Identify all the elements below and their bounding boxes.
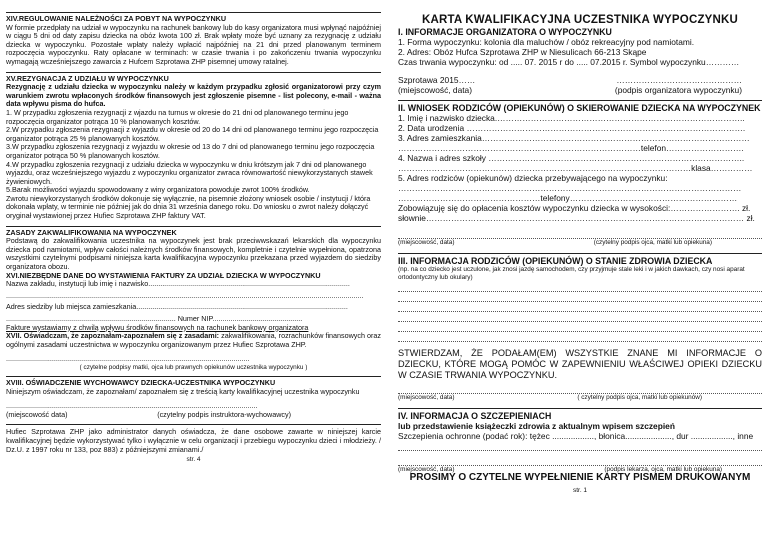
signature-line[interactable] bbox=[398, 229, 762, 239]
signature-line[interactable] bbox=[398, 456, 762, 466]
section-xiv-title: XIV.REGULOWANIE NALEŻNOŚCI ZA POBYT NA WYPOCZYNKU bbox=[6, 14, 227, 23]
parents-signature-label: ( czytelne podpisy matki, ojca lub prawnych opiekunów uczestnika wypoczynku ) bbox=[79, 363, 308, 371]
page-title: KARTA KWALIFIKACYJNA UCZESTNIKA WYPOCZYNKU bbox=[421, 14, 739, 26]
section-iii-sign-labels bbox=[398, 394, 762, 402]
vaccinations-line[interactable] bbox=[398, 441, 762, 451]
health-line[interactable] bbox=[398, 292, 762, 302]
divider bbox=[6, 424, 381, 425]
parents-phone-field[interactable]: ……………………………………………telefony…………………………………………………… bbox=[398, 193, 738, 203]
payment-amount-field[interactable]: Zobowiązuję się do opłacenia kosztów wypoczynku dziecka w wysokości:……………………. zł. bbox=[398, 203, 751, 213]
parents-signature-line[interactable]: .......................................................................................................................... bbox=[6, 355, 250, 364]
instructor-place-date-label: (miejscowość data) bbox=[6, 409, 68, 419]
section-xv-item: 4.W przypadku zgłoszenia rezygnacji z udziału dziecka w wypoczynku w dniu krótszym jak 7 dni od planowanego wyjazdu, oraz wcześniejszego wyjazdu z wypoczynku organizator zwraca równowartość niewykorzystanych stawek żywieniowych. bbox=[6, 159, 373, 186]
section-xv-item: Zwrotu niewykorzystanych środków dokonuje się wyłącznie, na pisemnie złożony wniosek osobie / instytucji / która dokonała wpłaty, w terminie nie później jak do dnia 31 września danego roku. Do wniosku o zwrot należy dołączyć oryginał wystawionej przez Hufiec Szprotawa ZHP faktury VAT. bbox=[6, 193, 371, 221]
section-xviii-title: XVIII. OŚWIADCZENIE WYCHOWAWCY DZIECKA-UCZESTNIKA WYPOCZYNKU bbox=[6, 377, 276, 387]
section-qualify-text: Podstawą do zakwalifikowania uczestnika na wypoczynek jest brak przeciwwskazań lekarskich dla wypoczynku dziecka pod namiotami, wpływ całości należnych środków finansowych, kompletnie i czytelnie wypełniona, opatrzona wszystkimi czytelnymi podpisami niniejsza karta kwalifikacyjna wypoczynku przekazana przed wyjazdem do siedziby organizatora obozu. bbox=[6, 236, 381, 272]
organizer-sign-labels bbox=[398, 85, 762, 95]
divider bbox=[398, 408, 762, 409]
section-i-line[interactable]: Czas trwania wypoczynku: od ..... 07. 2015 r do ..... 07.2015 r. Symbol wypoczynku………… bbox=[398, 57, 740, 67]
section-i-line: 1. Forma wypoczynku: kolonia dla maluchów / obóz rekreacyjny pod namiotami. bbox=[398, 37, 695, 47]
instructor-signature-line[interactable]: .............................................................................................................................. bbox=[6, 402, 258, 411]
invoice-name-field-2[interactable]: ................................................................................................................................................................................... bbox=[6, 291, 364, 300]
page-number: str. 4 bbox=[186, 456, 201, 464]
section-xv-title: XV.REZYGNACJA Z UDZIAŁU W WYPOCZYNKU bbox=[6, 73, 169, 83]
organizer-signature-label: (podpis organizatora wypoczynku) bbox=[614, 85, 742, 95]
section-i-title: I. INFORMACJE ORGANIZATORA O WYPOCZYNKU bbox=[398, 27, 612, 37]
section-iii-note: (np. na co dziecko jest uczulone, jak znosi jazdę samochodem, czy przyjmuje stale leki i w jakich dawkach, czy nosi aparat ortodontyczny lub okulary) bbox=[398, 266, 745, 281]
section-ii-sign-labels bbox=[398, 239, 762, 247]
section-xv-item: 5.Barak możliwości wyjazdu spowodowany z winy organizatora powoduje zwrot 100% środków. bbox=[6, 185, 310, 195]
instructor-signature-label: (czytelny podpis instruktora-wychowawcy) bbox=[157, 409, 291, 419]
divider bbox=[6, 226, 381, 227]
section-xv-bold-text: Rezygnację z udziału dziecka w wypoczynku należy w każdym przypadku zgłosić organizatorowi przy czym warunkiem zwrotu wpłaconych środków finansowych jest zgłoszenie pisemne - list polecony, e-mail - ważna data wpływu pisma do hufca. bbox=[6, 82, 381, 109]
data-protection-text: Hufiec Szprotawa ZHP jako administrator danych oświadcza, że dane osobowe zawarte w niniejszej karcie kwalifikacyjnej będzie wykorzystywać tylko i wyłącznie w celu organizacji i przebiegu wypoczynku dzieci i młodzieży. / Dz.U. z 1997 roku nr 133, poz 883) z późniejszymi zmianami./ bbox=[6, 427, 381, 454]
organizer-place-label: (miejscowość, data) bbox=[398, 85, 473, 95]
section-i-line: 2. Adres: Obóz Hufca Szprotawa ZHP w Niesulicach 66-213 Skąpe bbox=[398, 47, 647, 57]
place-date-label: (miejscowość, data) bbox=[398, 239, 455, 246]
parents-address-label: 5. Adres rodziców (opiekunów) dziecka przebywającego na wypoczynku: bbox=[398, 173, 668, 183]
health-line[interactable] bbox=[398, 332, 762, 342]
child-name-field[interactable]: 1. Imię i nazwisko dziecka.…………………………………………………………………………….. bbox=[398, 113, 745, 123]
doctor-signature-label: (podpis lekarza, ojca, matki lub opiekuna) bbox=[604, 466, 722, 474]
place-date-label: (miejscowość, data) bbox=[398, 394, 455, 402]
health-statement: STWIERDZAM, ŻE PODAŁAM(EM) WSZYSTKIE ZNANE MI INFORMACJE O DZIECKU, KTÓRE MOGĄ POMÓC W ZAPEWNIENIU WŁAŚCIWEJ OPIEKI DZIECKU W CZASIE TRWANIA WYPOCZYNKU. bbox=[398, 348, 762, 380]
section-xvii-body: zakwalifikowania, rozrachunków finansowych oraz ogólnymi zasadami uczestnictwa w wypoczynku organizowanym przez Hufiec Szprotawa ZHP. bbox=[6, 331, 382, 349]
health-line[interactable] bbox=[398, 312, 762, 322]
divider bbox=[6, 12, 381, 13]
section-qualify-title: ZASADY ZAKWALIFIKOWANIA NA WYPOCZYNEK bbox=[6, 227, 177, 237]
health-line[interactable] bbox=[398, 302, 762, 312]
divider bbox=[6, 72, 381, 73]
invoice-address-field[interactable]: Adres siedziby lub miejsca zamieszkania.......................................................................................................... bbox=[6, 303, 348, 312]
page-number: str. 1 bbox=[572, 486, 588, 494]
divider bbox=[398, 100, 762, 101]
health-line[interactable] bbox=[398, 282, 762, 292]
payment-words-field[interactable]: słownie…………………………………………………………………………………………………… zł. bbox=[398, 213, 755, 223]
section-xvi-title: XVI.NIEZBĘDNE DANE DO WYSTAWIENIA FAKTURY ZA UDZIAŁ DZIECKA W WYPOCZYNKU bbox=[6, 270, 321, 280]
vaccinations-field[interactable]: Szczepienia ochronne (podać rok): tężec .................., błonica...................., dur .................., inne bbox=[398, 431, 754, 442]
section-iv-subtitle: lub przedstawienie książeczki zdrowia z aktualnym wpisem szczepień bbox=[398, 421, 675, 432]
section-xv-item: 3.W przypadku zgłoszenia rezygnacji z wyjazdu w okresie od 13 do 7 dni od planowanego terminu jego rozpoczęcia organizator potrąca 50 % planowanych kosztów. bbox=[6, 142, 375, 160]
organizer-sign-row bbox=[398, 75, 762, 85]
school-field[interactable]: 4. Nazwa i adres szkoły ……………………………………………………………………………….. bbox=[398, 153, 745, 163]
address-field[interactable]: 3. Adres zamieszkania…………………………………………………………………………………… bbox=[398, 133, 750, 143]
class-field[interactable]: ……………………………………………………………………………………………klasa…………… bbox=[398, 163, 753, 173]
invoice-note: Fakture wystawiamy z chwilą wpływu środków finansowych na rachunek bankowy organizatora bbox=[6, 322, 309, 332]
right-page bbox=[398, 8, 762, 496]
place-date-label: (miejscowość, data) bbox=[398, 466, 455, 474]
health-line[interactable] bbox=[398, 322, 762, 332]
phone-field[interactable]: ……………………………………………………………………………telefon………………………. bbox=[398, 143, 744, 153]
signature-line[interactable] bbox=[398, 384, 762, 394]
section-xviii-text: Niniejszym oświadczam, że zapoznałam/ zapoznałem się z treścią karty kwalifikacyjnej uczestnika wypoczynku bbox=[6, 386, 360, 396]
instructor-signature-labels bbox=[6, 411, 381, 420]
section-xvii-title: XVII. Oświadczam, że zapoznałam-zapoznałem się z zasadami: bbox=[6, 331, 220, 341]
section-xv-item: 1. W przypadku zgłoszenia rezygnacji z wjazdu na turnus w okresie do 21 dni od planowanego terminu jego rozpoczęcia organizator potrąca 10 % planowanych kosztów. bbox=[6, 107, 349, 126]
section-xiv-text: W formie przedpłaty na udział w wypoczynku na rachunek bankowy lub do kasy organizatora musi wpłynąć najpóźniej w ciągu 5 dni od daty zapisu dziecka na obóz kwota 100 zł. Brak wpłaty może być uznany za rezygnację z udziału dziecka w wypoczynku. Pozostałe wpłaty należy wpłacić najpóźniej na 21 dni przed planowanym terminem rozpoczęcia wypoczynku. Raty opłacane w terminach: w czasie trwania i po zakończeniu trwania wypoczynku wymagają wcześniejszego zawarcia z Hufcem Szprotawa ZHP pisemnej umowy ratalnej. bbox=[6, 22, 381, 66]
divider bbox=[6, 376, 381, 377]
parent-signature-label: ( czytelny podpis ojca, matki lub opiekunów) bbox=[577, 394, 702, 402]
parents-address-field[interactable]: …………………………………………………………………………………………………………… bbox=[398, 183, 742, 193]
left-page bbox=[6, 8, 381, 465]
invoice-name-field[interactable]: Nazwa zakładu, instytucji lub imię i nazwisko..................................................................................................... bbox=[6, 280, 350, 289]
parent-signature-label: (czytelny podpis ojca, matki lub opiekuna) bbox=[593, 239, 712, 246]
organizer-signature-field[interactable]: ……………………………………… bbox=[616, 75, 742, 85]
birth-date-field[interactable]: 2. Data urodzenia ………………………………………………………………………………………. bbox=[398, 123, 746, 133]
footer-note: PROSIMY O CZYTELNE WYPEŁNIENIE KARTY PISMEM DRUKOWANYM bbox=[409, 472, 751, 484]
organizer-place-field[interactable]: Szprotawa 2015…… bbox=[398, 75, 476, 85]
section-xv-item: 2.W przypadku zgłoszenia rezygnacji z wyjazdu w okresie od 20 do 14 dni od planowanego terminu jego rozpoczęcia organizator potrąca 25 % planowanych kosztów. bbox=[6, 125, 379, 143]
invoice-nip-field[interactable]: ..................................................................................... Numer NIP............................................. bbox=[6, 315, 303, 323]
section-ii-title: II. WNIOSEK RODZICÓW (OPIEKUNÓW) O SKIEROWANIE DZIECKA NA WYPOCZYNEK bbox=[398, 103, 761, 113]
section-iii-title: III. INFORMACJA RODZICÓW (OPIEKUNÓW) O STANIE ZDROWIA DZIECKA bbox=[398, 256, 713, 266]
divider bbox=[398, 253, 762, 254]
section-xvii-text bbox=[6, 332, 381, 349]
section-iv-title: IV. INFORMACJA O SZCZEPIENIACH bbox=[398, 411, 552, 422]
